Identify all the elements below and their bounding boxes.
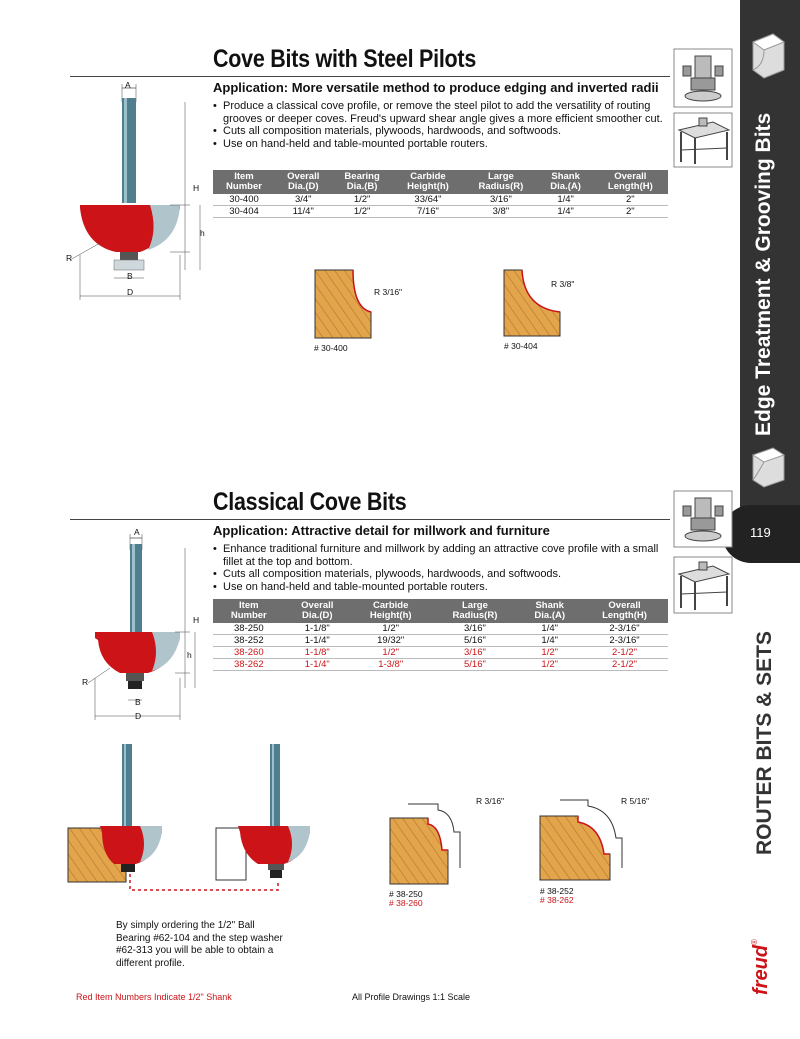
dim-label-H: H — [193, 615, 200, 625]
cell: 1/4" — [539, 206, 593, 218]
bullet: • Cuts all composition materials, plywoods, hardwoods, and softwoods. — [213, 125, 668, 138]
profile-drawing-30-400 — [313, 268, 373, 340]
section2-bullets — [213, 543, 668, 593]
cell: 3/16" — [431, 647, 518, 659]
cell: 1/2" — [332, 194, 393, 206]
cell: 7/16" — [393, 206, 464, 218]
cell: 3/8" — [463, 206, 538, 218]
section1-spec-table — [213, 170, 668, 218]
cell: 2-3/16" — [581, 635, 668, 647]
sidebar-section: ROUTER BITS & SETS — [753, 630, 776, 855]
table-row — [213, 206, 668, 218]
col-header: Item Number — [213, 170, 275, 194]
cell: 3/16" — [463, 194, 538, 206]
footer-shank-note: Red Item Numbers Indicate 1/2" Shank — [76, 992, 232, 1002]
step-washer-note: By simply ordering the 1/2" Ball Bearing #62-104 and the step washer #62-313 you will be able to obtain a different profile. — [116, 920, 283, 969]
table-row — [213, 194, 668, 206]
handheld-router-icon-2 — [673, 490, 733, 548]
col-header: Carbide Height(h) — [393, 170, 464, 194]
profile-block-icon-bottom — [748, 445, 788, 490]
dim-label-A: A — [125, 80, 131, 90]
profile-drawing-38-250 — [388, 798, 478, 888]
col-header: Overall Length(H) — [593, 170, 668, 194]
profile-item-label-red: # 38-262 — [540, 895, 574, 905]
cell: 2-1/2" — [581, 659, 668, 671]
cell: 1-1/4" — [285, 659, 350, 671]
table-row — [213, 647, 668, 659]
cell: 2" — [593, 194, 668, 206]
bullet: • Use on hand-held and table-mounted portable routers. — [213, 138, 668, 151]
col-header: Overall Dia.(D) — [275, 170, 332, 194]
dim-label-D: D — [135, 711, 142, 721]
dim-label-B: B — [135, 697, 141, 707]
cell: 19/32" — [350, 635, 432, 647]
cell: 3/4" — [275, 194, 332, 206]
classical-cove-bit-diagram — [80, 528, 210, 723]
profile-item-label-red: # 38-260 — [389, 898, 423, 908]
cell: 30-400 — [213, 194, 275, 206]
bullet: • Produce a classical cove profile, or remove the steel pilot to add the versatility of routing grooves or deeper coves. Freud's upward shear angle gives a more efficient smoother cut. — [213, 100, 668, 125]
table-row — [213, 635, 668, 647]
profile-radius-label: R 5/16" — [621, 796, 650, 806]
cell: 30-404 — [213, 206, 275, 218]
cell: 2" — [593, 206, 668, 218]
profile-item-label: # 38-252 — [540, 886, 574, 896]
cell: 1-3/8" — [350, 659, 432, 671]
table-header-row — [213, 170, 668, 194]
section2-rule — [70, 519, 670, 520]
sidebar-category: Edge Treatment & Grooving Bits — [752, 112, 775, 436]
section2-application: Application: Attractive detail for millwork and furniture — [213, 523, 550, 538]
cell: 1/2" — [518, 659, 581, 671]
cell: 1/2" — [518, 647, 581, 659]
cell: 5/16" — [431, 659, 518, 671]
profile-block-icon-top — [748, 30, 788, 80]
profile-item-label: # 30-400 — [314, 343, 348, 353]
table-row — [213, 623, 668, 635]
bullet: • Use on hand-held and table-mounted portable routers. — [213, 581, 668, 594]
cove-bit-steel-pilot-diagram — [60, 80, 210, 300]
dim-label-A: A — [134, 527, 140, 537]
profile-item-label: # 38-250 — [389, 889, 423, 899]
cell: 1/4" — [518, 635, 581, 647]
cell: 1/4" — [539, 194, 593, 206]
footer-scale-note: All Profile Drawings 1:1 Scale — [352, 992, 471, 1002]
col-header: Overall Dia.(D) — [285, 599, 350, 623]
profile-radius-label: R 3/16" — [374, 287, 403, 297]
dim-label-D: D — [127, 287, 134, 297]
cell: 5/16" — [431, 635, 518, 647]
router-table-icon — [673, 112, 733, 168]
cell: 38-260 — [213, 647, 285, 659]
section2-spec-table — [213, 599, 668, 671]
section2-title: Classical Cove Bits — [213, 488, 407, 516]
brand-name: freud — [750, 945, 772, 995]
dim-label-R: R — [82, 677, 89, 687]
col-header: Shank Dia.(A) — [518, 599, 581, 623]
table-row — [213, 659, 668, 671]
bullet: • Cuts all composition materials, plywoods, hardwoods, and softwoods. — [213, 568, 668, 581]
handheld-router-icon — [673, 48, 733, 108]
col-header: Item Number — [213, 599, 285, 623]
col-header: Large Radius(R) — [431, 599, 518, 623]
router-table-icon-2 — [673, 556, 733, 614]
page-number: 119 — [750, 525, 771, 540]
section1-rule — [70, 76, 670, 77]
cell: 38-252 — [213, 635, 285, 647]
cell: 1-1/4" — [285, 635, 350, 647]
col-header: Shank Dia.(A) — [539, 170, 593, 194]
cell: 38-262 — [213, 659, 285, 671]
col-header: Carbide Height(h) — [350, 599, 432, 623]
cell: 1-1/8" — [285, 647, 350, 659]
dim-label-h: h — [187, 650, 192, 660]
profile-radius-label: R 3/16" — [476, 796, 505, 806]
section1-bullets — [213, 100, 668, 150]
bullet: • Enhance traditional furniture and millwork by adding an attractive cove profile with a small fillet at the top and bottom. — [213, 543, 668, 568]
cell: 1-1/8" — [285, 623, 350, 635]
col-header: Large Radius(R) — [463, 170, 538, 194]
dim-label-B: B — [127, 271, 133, 281]
cell: 1/2" — [350, 623, 432, 635]
section1-title: Cove Bits with Steel Pilots — [213, 45, 477, 73]
col-header: Bearing Dia.(B) — [332, 170, 393, 194]
dim-label-R: R — [66, 253, 73, 263]
table-header-row — [213, 599, 668, 623]
profile-radius-label: R 3/8" — [551, 279, 575, 289]
cell: 2-3/16" — [581, 623, 668, 635]
bit-cutting-illustration — [66, 740, 316, 900]
col-header: Overall Length(H) — [581, 599, 668, 623]
dim-label-H: H — [193, 183, 200, 193]
cell: 2-1/2" — [581, 647, 668, 659]
cell: 33/64" — [393, 194, 464, 206]
section1-application: Application: More versatile method to produce edging and inverted radii — [213, 80, 659, 95]
freud-logo — [750, 939, 773, 995]
cell: 1/4" — [518, 623, 581, 635]
cell: 38-250 — [213, 623, 285, 635]
cell: 1/2" — [332, 206, 393, 218]
cell: 11/4" — [275, 206, 332, 218]
profile-item-label: # 30-404 — [504, 341, 538, 351]
dim-label-h: h — [200, 228, 205, 238]
cell: 3/16" — [431, 623, 518, 635]
registered-mark: ® — [750, 939, 759, 945]
cell: 1/2" — [350, 647, 432, 659]
